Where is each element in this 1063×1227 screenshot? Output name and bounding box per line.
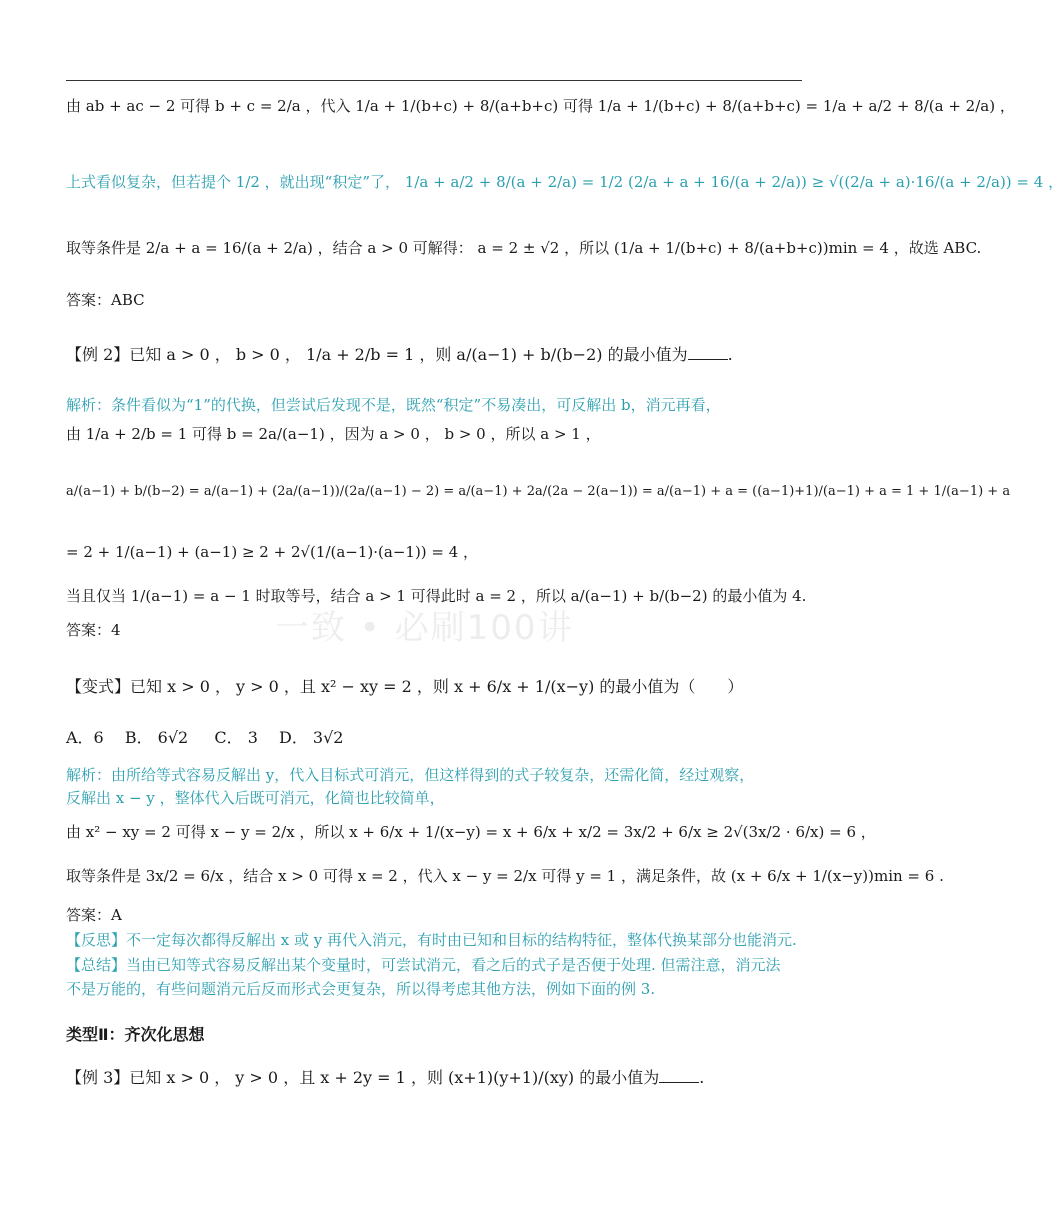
answer-2: 答案：4 — [66, 621, 121, 639]
example-2-analysis: 解析：条件看似为“1”的代换，但尝试后发现不是，既然“积定”不易凑出，可反解出 b，消元再看， — [66, 396, 721, 414]
example-2-line-1: 由 1/a + 2/b = 1 可得 b = 2a/(a−1) ，因为 a > 0 ， b > 0 ，所以 a > 1 ， — [66, 425, 601, 443]
solution-line-2: 上式看似复杂，但若提个 1/2 ，就出现“积定”了， 1/a + a/2 + 8/(a + 2/a) = 1/2 (2/a + a + 16/(a + 2/a)) ≥ √((2/a + a)·16/(a + 2/a)) = 4 ， — [66, 173, 1063, 191]
variant-line-1: 由 x² − xy = 2 可得 x − y = 2/x ，所以 x + 6/x + 1/(x−y) = x + 6/x + x/2 = 3x/2 + 6/x ≥ 2√(3x/2 · 6/x) = 6 ， — [66, 823, 876, 841]
summary-1: 【总结】当由已知等式容易反解出某个变量时，可尝试消元，看之后的式子是否便于处理. 但需注意，消元法 — [66, 956, 781, 974]
period: . — [727, 345, 733, 364]
solution-line-3: 取等条件是 2/a + a = 16/(a + 2/a) ，结合 a > 0 可解得： a = 2 ± √2 ，所以 (1/a + 1/(b+c) + 8/(a+b+c))min = 4 ，故选 ABC. — [66, 239, 982, 257]
example-2-line-4: 当且仅当 1/(a−1) = a − 1 时取等号，结合 a > 1 可得此时 a = 2 ，所以 a/(a−1) + b/(b−2) 的最小值为 4. — [66, 587, 807, 605]
period-2: . — [699, 1068, 705, 1087]
example-2-line-2: a/(a−1) + b/(b−2) = a/(a−1) + (2a/(a−1))/(2a/(a−1) − 2) = a/(a−1) + 2a/(2a − 2(a−1)) = a/(a−1) + a = ((a−1)+1)/(a−1) + a = 1 + 1/(a−1) + a — [66, 484, 1011, 499]
variant-options: A．6 B． 6√2 C． 3 D． 3√2 — [66, 728, 344, 747]
section-title: 类型Ⅱ：齐次化思想 — [66, 1025, 205, 1044]
reflection: 【反思】不一定每次都得反解出 x 或 y 再代入消元，有时由已知和目标的结构特征，整体代换某部分也能消元. — [66, 931, 797, 949]
header-rule — [66, 80, 802, 81]
example-2-line-3: = 2 + 1/(a−1) + (a−1) ≥ 2 + 2√(1/(a−1)·(a−1)) = 4 ， — [66, 543, 479, 561]
variant-question: 【变式】已知 x > 0 ， y > 0 ，且 x² − xy = 2 ，则 x + 6/x + 1/(x−y) 的最小值为（ ） — [66, 677, 744, 696]
example-3-text: 【例 3】已知 x > 0 ， y > 0 ，且 x + 2y = 1 ，则 (x+1)(y+1)/(xy) 的最小值为 — [66, 1068, 660, 1087]
answer-3: 答案：A — [66, 906, 122, 924]
variant-line-2: 取等条件是 3x/2 = 6/x ，结合 x > 0 可得 x = 2 ，代入 x − y = 2/x 可得 y = 1 ，满足条件，故 (x + 6/x + 1/(x−y))min = 6 . — [66, 867, 944, 885]
watermark: 一致 • 必刷100讲 — [275, 608, 574, 648]
summary-2: 不是万能的，有些问题消元后反而形式会更复杂，所以得考虑其他方法，例如下面的例 3. — [66, 980, 656, 998]
variant-analysis-2: 反解出 x − y ，整体代入后既可消元，化简也比较简单， — [66, 789, 445, 807]
answer-blank-2 — [659, 1068, 699, 1083]
example-2-question — [66, 345, 733, 365]
answer-blank — [688, 345, 728, 360]
solution-line-1: 由 ab + ac − 2 可得 b + c = 2/a ，代入 1/a + 1/(b+c) + 8/(a+b+c) 可得 1/a + 1/(b+c) + 8/(a+b+c) = 1/a + a/2 + 8/(a + 2/a) ， — [66, 97, 1015, 115]
example-2-text: 【例 2】已知 a > 0 ， b > 0 ， 1/a + 2/b = 1 ，则 a/(a−1) + b/(b−2) 的最小值为 — [66, 345, 688, 364]
example-3-question — [66, 1068, 704, 1088]
variant-analysis-1: 解析：由所给等式容易反解出 y，代入目标式可消元，但这样得到的式子较复杂，还需化简，经过观察， — [66, 766, 755, 784]
answer-1: 答案：ABC — [66, 291, 145, 309]
